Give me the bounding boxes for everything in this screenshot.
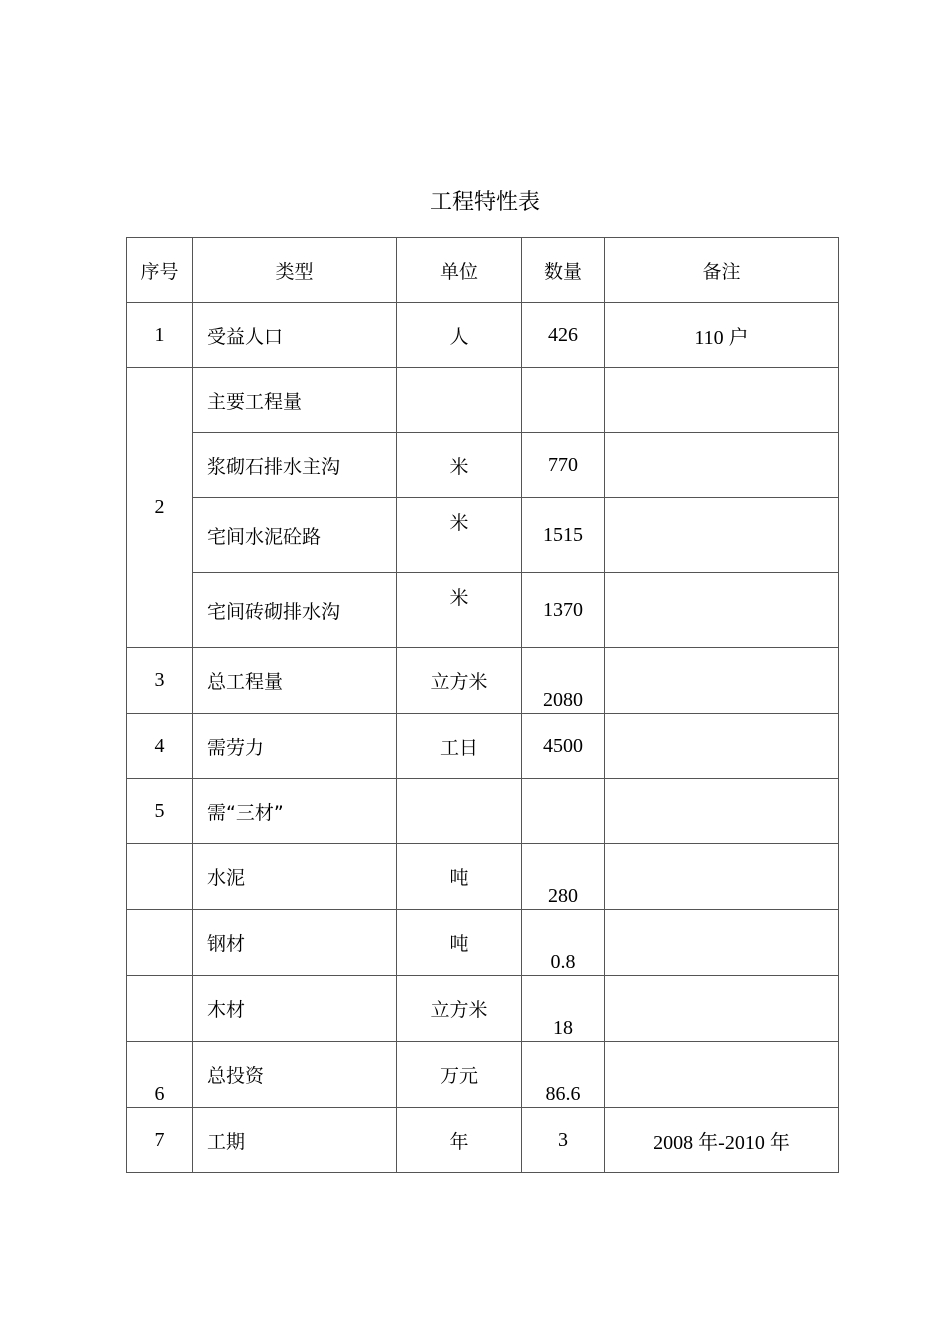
row-note bbox=[605, 368, 839, 433]
row-qty: 280 bbox=[522, 844, 605, 910]
row-note bbox=[605, 779, 839, 844]
row-qty: 4500 bbox=[522, 714, 605, 779]
row-type: 需劳力 bbox=[193, 714, 397, 779]
table-row bbox=[127, 910, 839, 976]
row-no bbox=[127, 976, 193, 1042]
row-unit: 万元 bbox=[397, 1042, 522, 1108]
row-note bbox=[605, 433, 839, 498]
row-unit: 米 bbox=[397, 433, 522, 498]
row-type: 受益人口 bbox=[193, 303, 397, 368]
row-no: 2 bbox=[127, 368, 193, 648]
row-qty bbox=[522, 779, 605, 844]
row-unit: 立方米 bbox=[397, 648, 522, 714]
row-unit: 年 bbox=[397, 1108, 522, 1173]
table-row bbox=[127, 1108, 839, 1173]
row-qty: 770 bbox=[522, 433, 605, 498]
table-row bbox=[127, 714, 839, 779]
row-type: 主要工程量 bbox=[193, 368, 397, 433]
row-note bbox=[605, 648, 839, 714]
row-type: 浆砌石排水主沟 bbox=[193, 433, 397, 498]
row-qty: 3 bbox=[522, 1108, 605, 1173]
row-unit bbox=[397, 368, 522, 433]
row-note bbox=[605, 844, 839, 910]
spec-table bbox=[126, 237, 839, 1173]
row-type: 宅间水泥砼路 bbox=[193, 498, 397, 573]
header-type: 类型 bbox=[193, 238, 397, 303]
row-type: 需“三材” bbox=[193, 779, 397, 844]
row-no: 3 bbox=[127, 648, 193, 714]
row-no: 6 bbox=[127, 1042, 193, 1108]
row-unit: 立方米 bbox=[397, 976, 522, 1042]
row-no: 1 bbox=[127, 303, 193, 368]
header-no: 序号 bbox=[127, 238, 193, 303]
row-note bbox=[605, 976, 839, 1042]
table-row bbox=[127, 573, 839, 648]
table-row bbox=[127, 648, 839, 714]
row-no: 7 bbox=[127, 1108, 193, 1173]
row-note bbox=[605, 714, 839, 779]
row-unit: 工日 bbox=[397, 714, 522, 779]
row-type: 总投资 bbox=[193, 1042, 397, 1108]
row-qty: 1370 bbox=[522, 573, 605, 648]
row-type: 木材 bbox=[193, 976, 397, 1042]
row-qty: 18 bbox=[522, 976, 605, 1042]
row-qty: 2080 bbox=[522, 648, 605, 714]
header-row bbox=[127, 238, 839, 303]
header-note: 备注 bbox=[605, 238, 839, 303]
header-qty: 数量 bbox=[522, 238, 605, 303]
row-qty: 86.6 bbox=[522, 1042, 605, 1108]
row-note: 110 户 bbox=[605, 303, 839, 368]
row-note: 2008 年-2010 年 bbox=[605, 1108, 839, 1173]
row-unit: 米 bbox=[397, 498, 522, 573]
row-qty: 0.8 bbox=[522, 910, 605, 976]
row-no: 5 bbox=[127, 779, 193, 844]
table-row bbox=[127, 844, 839, 910]
row-type: 工期 bbox=[193, 1108, 397, 1173]
row-type: 宅间砖砌排水沟 bbox=[193, 573, 397, 648]
row-no bbox=[127, 844, 193, 910]
row-type: 总工程量 bbox=[193, 648, 397, 714]
row-type: 钢材 bbox=[193, 910, 397, 976]
table-row bbox=[127, 433, 839, 498]
row-unit bbox=[397, 779, 522, 844]
row-qty: 426 bbox=[522, 303, 605, 368]
row-note bbox=[605, 1042, 839, 1108]
row-unit: 吨 bbox=[397, 844, 522, 910]
table-row bbox=[127, 779, 839, 844]
header-unit: 单位 bbox=[397, 238, 522, 303]
table-row bbox=[127, 1042, 839, 1108]
row-note bbox=[605, 573, 839, 648]
row-no: 4 bbox=[127, 714, 193, 779]
row-type: 水泥 bbox=[193, 844, 397, 910]
row-unit: 米 bbox=[397, 573, 522, 648]
row-note bbox=[605, 910, 839, 976]
row-qty bbox=[522, 368, 605, 433]
row-unit: 人 bbox=[397, 303, 522, 368]
row-unit: 吨 bbox=[397, 910, 522, 976]
table-row bbox=[127, 368, 839, 433]
table-title: 工程特性表 bbox=[429, 190, 540, 215]
row-no bbox=[127, 910, 193, 976]
table-row bbox=[127, 303, 839, 368]
table-row bbox=[127, 976, 839, 1042]
table-row bbox=[127, 498, 839, 573]
row-qty: 1515 bbox=[522, 498, 605, 573]
row-note bbox=[605, 498, 839, 573]
